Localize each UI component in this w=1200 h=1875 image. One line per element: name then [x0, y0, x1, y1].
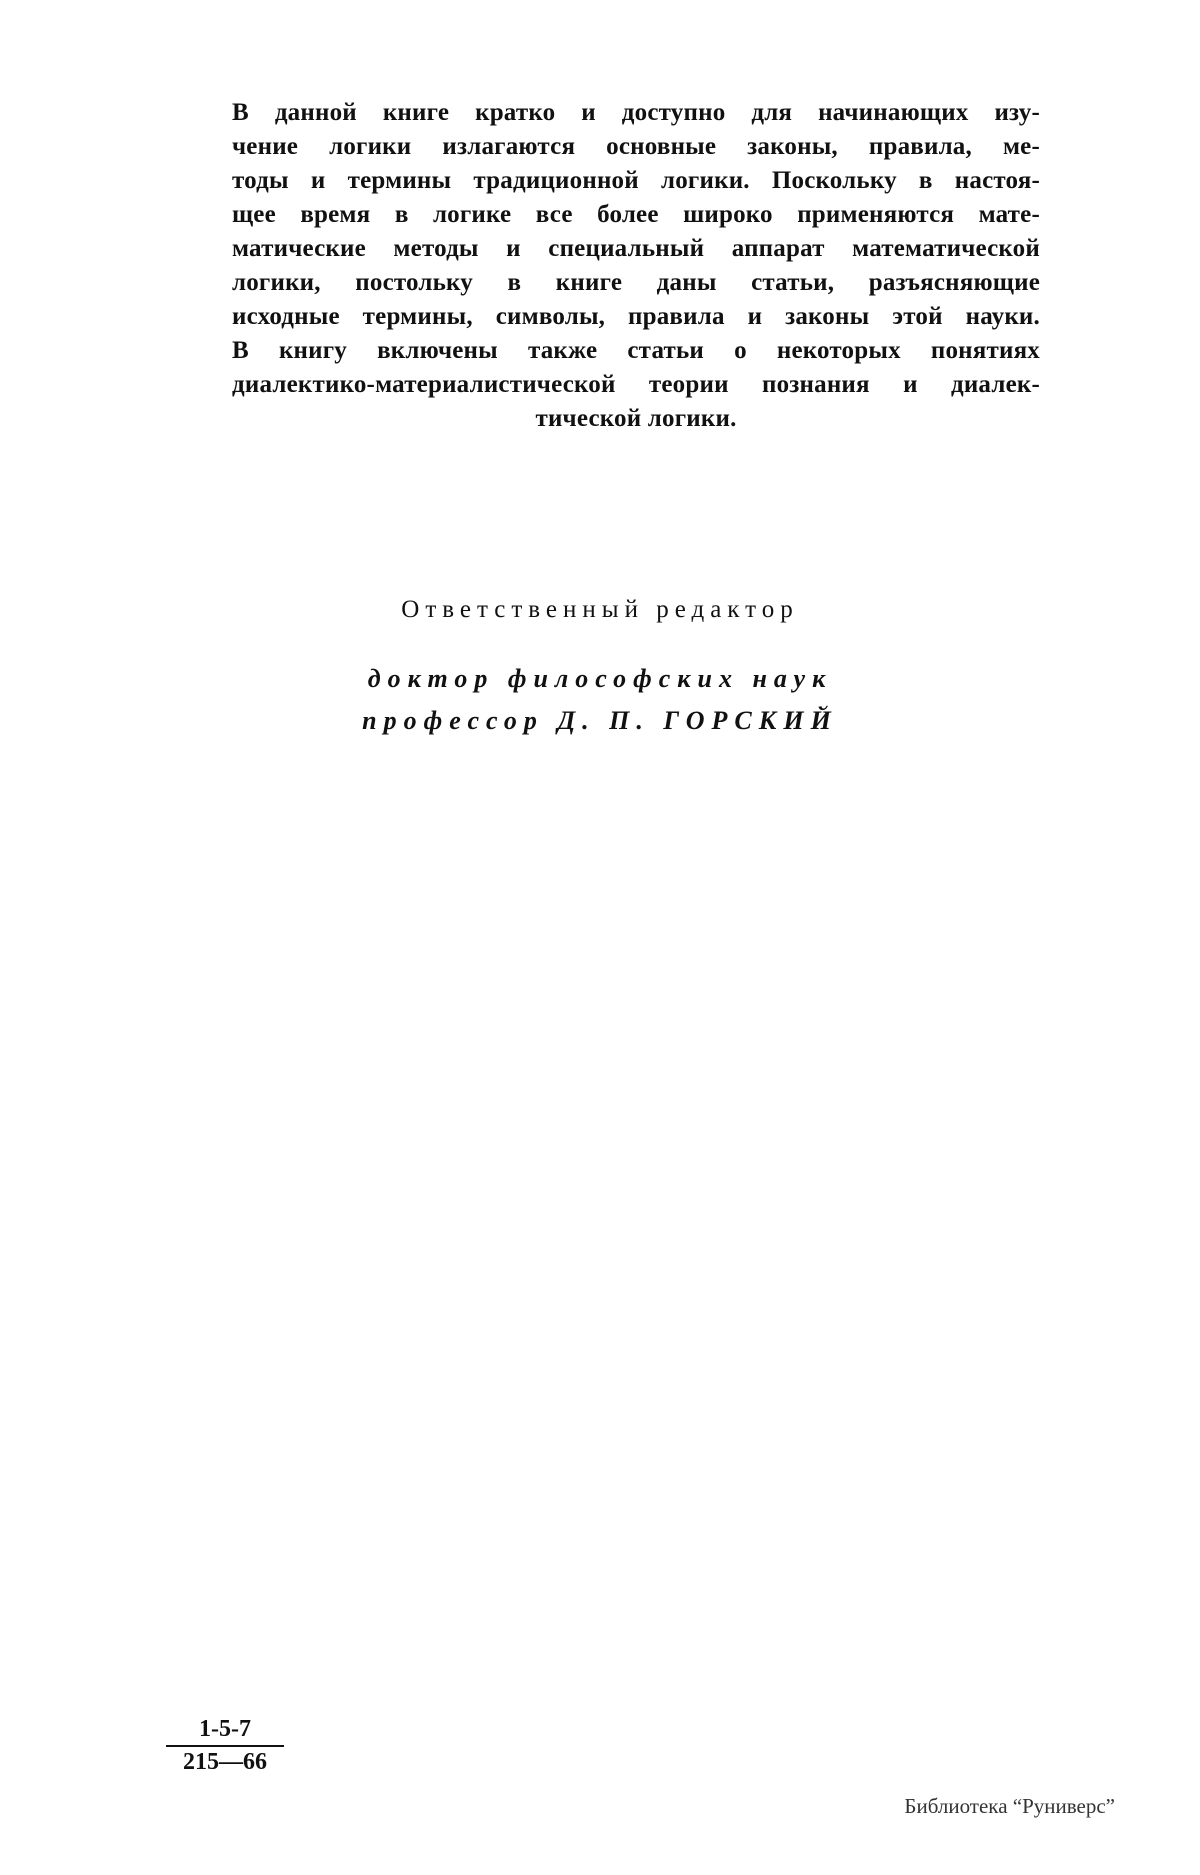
- responsible-editor-heading: Ответственный редактор: [401, 596, 799, 623]
- annotation-line: матические методы и специальный аппарат математической: [232, 235, 1040, 262]
- annotation-line: чение логики излагаются основные законы, правила, ме-: [232, 133, 1040, 160]
- book-annotation: [232, 96, 1040, 436]
- annotation-line: логики, постольку в книге даны статьи, разъясняющие: [232, 269, 1040, 296]
- library-watermark: Библиотека “Руниверс”: [904, 1794, 1115, 1818]
- annotation-line-last: тической логики.: [535, 405, 737, 432]
- publication-code-denominator: 215—66: [183, 1749, 267, 1775]
- annotation-line: тоды и термины традиционной логики. Поскольку в настоя-: [232, 167, 1040, 194]
- editor-name: профессор Д. П. ГОРСКИЙ: [362, 706, 838, 735]
- editor-degree: доктор философских наук: [367, 664, 833, 693]
- publication-code-numerator: 1-5-7: [166, 1716, 284, 1747]
- annotation-line: В данной книге кратко и доступно для начинающих изу-: [232, 99, 1040, 126]
- annotation-line: В книгу включены также статьи о некоторых понятиях: [232, 337, 1040, 364]
- annotation-line: щее время в логике все более широко применяются мате-: [232, 201, 1040, 228]
- publication-code: [166, 1716, 284, 1776]
- annotation-line: исходные термины, символы, правила и законы этой науки.: [232, 303, 1040, 330]
- annotation-line: диалектико-материалистической теории познания и диалек-: [232, 371, 1040, 398]
